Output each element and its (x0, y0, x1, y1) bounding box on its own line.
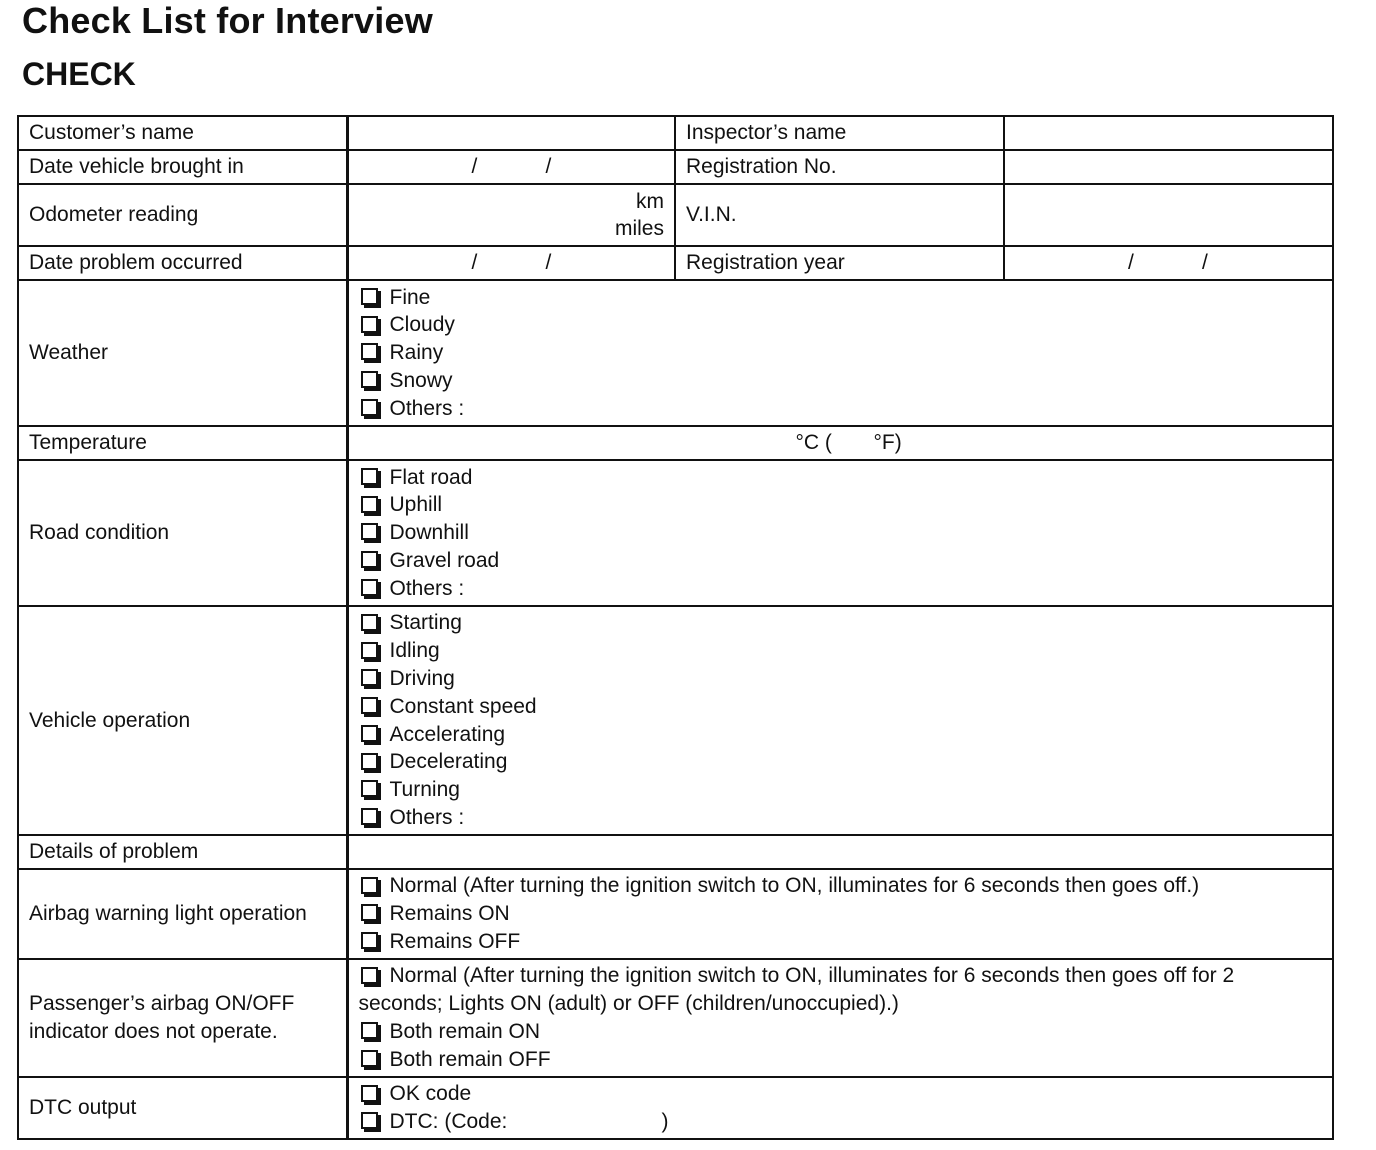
airbag-light-options (347, 869, 1333, 959)
registration-year-label: Registration year (675, 246, 1004, 280)
airbag-light-option[interactable] (359, 872, 1323, 900)
option-label: Others : (389, 805, 465, 829)
option-label: Normal (After turning the ignition switch to ON, illuminates for 6 seconds then goes off.) (389, 874, 1200, 898)
checkbox[interactable] (361, 468, 378, 485)
odometer-field[interactable] (347, 184, 675, 246)
option-label: Snowy (389, 368, 453, 392)
checkbox[interactable] (361, 1112, 378, 1129)
checkbox[interactable] (361, 399, 378, 416)
registration-no-label: Registration No. (675, 150, 1004, 184)
dtc-output-label: DTC output (18, 1077, 347, 1139)
checkbox[interactable] (361, 614, 378, 631)
customer-name-label: Customer’s name (18, 116, 347, 150)
dtc-option[interactable] (359, 1108, 1323, 1136)
road-option[interactable] (359, 464, 1323, 492)
date-separator: / (545, 155, 552, 178)
table-row (18, 869, 1333, 959)
operation-option[interactable] (359, 693, 1323, 721)
passenger-airbag-label: Passenger’s airbag ON/OFF indicator does not operate. (18, 959, 347, 1077)
table-row (18, 959, 1333, 1077)
option-label: Others : (389, 576, 465, 600)
operation-option[interactable] (359, 637, 1323, 665)
checkbox[interactable] (361, 371, 378, 388)
checkbox[interactable] (361, 343, 378, 360)
odometer-label: Odometer reading (18, 184, 347, 246)
option-label: Both remain ON (389, 1020, 541, 1043)
table-row (18, 460, 1333, 606)
details-field[interactable] (347, 835, 1333, 869)
option-label: Rainy (389, 341, 444, 365)
weather-options (347, 280, 1333, 426)
checkbox[interactable] (361, 642, 378, 659)
table-row (18, 835, 1333, 869)
checkbox[interactable] (361, 1085, 378, 1102)
date-separator: / (1202, 251, 1208, 274)
checkbox[interactable] (361, 753, 378, 770)
option-label: Accelerating (389, 722, 506, 746)
date-in-field[interactable] (347, 150, 675, 184)
inspector-name-field[interactable] (1004, 116, 1333, 150)
passenger-airbag-option[interactable] (359, 1046, 1323, 1074)
weather-option[interactable] (359, 284, 1323, 312)
date-separator: / (545, 251, 552, 274)
date-problem-label: Date problem occurred (18, 246, 347, 280)
operation-option[interactable] (359, 748, 1323, 776)
table-row (18, 280, 1333, 426)
airbag-light-option[interactable] (359, 900, 1323, 928)
operation-option[interactable] (359, 609, 1323, 637)
option-label: Turning (389, 778, 460, 802)
road-option[interactable] (359, 575, 1323, 603)
customer-name-field[interactable] (347, 116, 675, 150)
table-row (18, 246, 1333, 280)
passenger-airbag-option[interactable] (359, 962, 1323, 1018)
road-option[interactable] (359, 519, 1323, 547)
registration-no-field[interactable] (1004, 150, 1333, 184)
page-title: Check List for Interview (22, 0, 433, 41)
date-in-label: Date vehicle brought in (18, 150, 347, 184)
dtc-output-options (347, 1077, 1333, 1139)
checkbox[interactable] (361, 288, 378, 305)
checkbox[interactable] (361, 523, 378, 540)
option-label: Downhill (389, 521, 469, 545)
checkbox[interactable] (361, 496, 378, 513)
checkbox[interactable] (361, 904, 378, 921)
table-row (18, 150, 1333, 184)
operation-option[interactable] (359, 721, 1323, 749)
vehicle-operation-label: Vehicle operation (18, 606, 347, 835)
details-label: Details of problem (18, 835, 347, 869)
option-label: Cloudy (389, 313, 455, 337)
checkbox[interactable] (361, 669, 378, 686)
date-separator: / (471, 155, 478, 178)
date-separator: / (471, 251, 478, 274)
option-label: Constant speed (389, 694, 537, 718)
operation-option[interactable] (359, 776, 1323, 804)
table-row (18, 606, 1333, 835)
fahrenheit-unit: °F) (873, 431, 902, 454)
passenger-airbag-option[interactable] (359, 1018, 1323, 1046)
option-label: Gravel road (389, 548, 500, 572)
road-condition-label: Road condition (18, 460, 347, 606)
table-row (18, 116, 1333, 150)
registration-year-field[interactable] (1004, 246, 1333, 280)
road-option[interactable] (359, 547, 1323, 575)
checkbox[interactable] (361, 1022, 378, 1039)
vin-field[interactable] (1004, 184, 1333, 246)
option-label: Remains OFF (389, 929, 521, 953)
option-label: Both remain OFF (389, 1047, 551, 1071)
checkbox[interactable] (361, 1050, 378, 1067)
option-label: Idling (389, 639, 440, 663)
weather-option[interactable] (359, 367, 1323, 395)
option-label: Remains ON (389, 902, 510, 926)
passenger-airbag-options (347, 959, 1333, 1077)
weather-label: Weather (18, 280, 347, 426)
option-label: Fine (389, 285, 431, 309)
airbag-light-label: Airbag warning light operation (18, 869, 347, 959)
temperature-label: Temperature (18, 426, 347, 460)
dtc-option[interactable] (359, 1080, 1323, 1108)
checkbox[interactable] (361, 780, 378, 797)
dtc-code-close: ) (661, 1110, 669, 1133)
option-label: Normal (After turning the ignition switch to ON, illuminates for 6 seconds then goes off for 2 seconds; Lights ON (adult) or OFF (children/unoccupied).) (358, 964, 1235, 1016)
temperature-field[interactable] (347, 426, 1333, 460)
vehicle-operation-options (347, 606, 1333, 835)
table-row (18, 1077, 1333, 1139)
airbag-light-option[interactable] (359, 928, 1323, 956)
road-condition-options (347, 460, 1333, 606)
operation-option[interactable] (359, 804, 1323, 832)
checkbox[interactable] (361, 551, 378, 568)
odometer-unit-km: km (636, 190, 664, 213)
date-separator: / (1128, 251, 1134, 274)
odometer-unit-miles: miles (614, 217, 664, 240)
road-option[interactable] (359, 491, 1323, 519)
option-label: Starting (389, 611, 462, 635)
option-label: Driving (389, 666, 455, 690)
section-title: CHECK (22, 56, 136, 92)
option-label: Decelerating (389, 750, 508, 774)
checkbox[interactable] (361, 808, 378, 825)
weather-option[interactable] (359, 311, 1323, 339)
checkbox[interactable] (361, 725, 378, 742)
option-label: Flat road (389, 465, 473, 489)
checkbox[interactable] (361, 967, 378, 984)
checkbox[interactable] (361, 316, 378, 333)
checkbox[interactable] (361, 697, 378, 714)
celsius-unit: °C ( (795, 431, 832, 454)
option-label: Others : (389, 396, 465, 420)
interview-checklist-table (17, 115, 1334, 1140)
operation-option[interactable] (359, 665, 1323, 693)
option-label: Uphill (389, 493, 443, 517)
date-problem-field[interactable] (347, 246, 675, 280)
table-row (18, 184, 1333, 246)
weather-option[interactable] (359, 395, 1323, 423)
checkbox[interactable] (361, 579, 378, 596)
option-label: OK code (389, 1082, 472, 1106)
table-row (18, 426, 1333, 460)
inspector-name-label: Inspector’s name (675, 116, 1004, 150)
weather-option[interactable] (359, 339, 1323, 367)
option-label: DTC: (Code: (389, 1110, 508, 1133)
checkbox[interactable] (361, 932, 378, 949)
checkbox[interactable] (361, 877, 378, 894)
vin-label: V.I.N. (675, 184, 1004, 246)
